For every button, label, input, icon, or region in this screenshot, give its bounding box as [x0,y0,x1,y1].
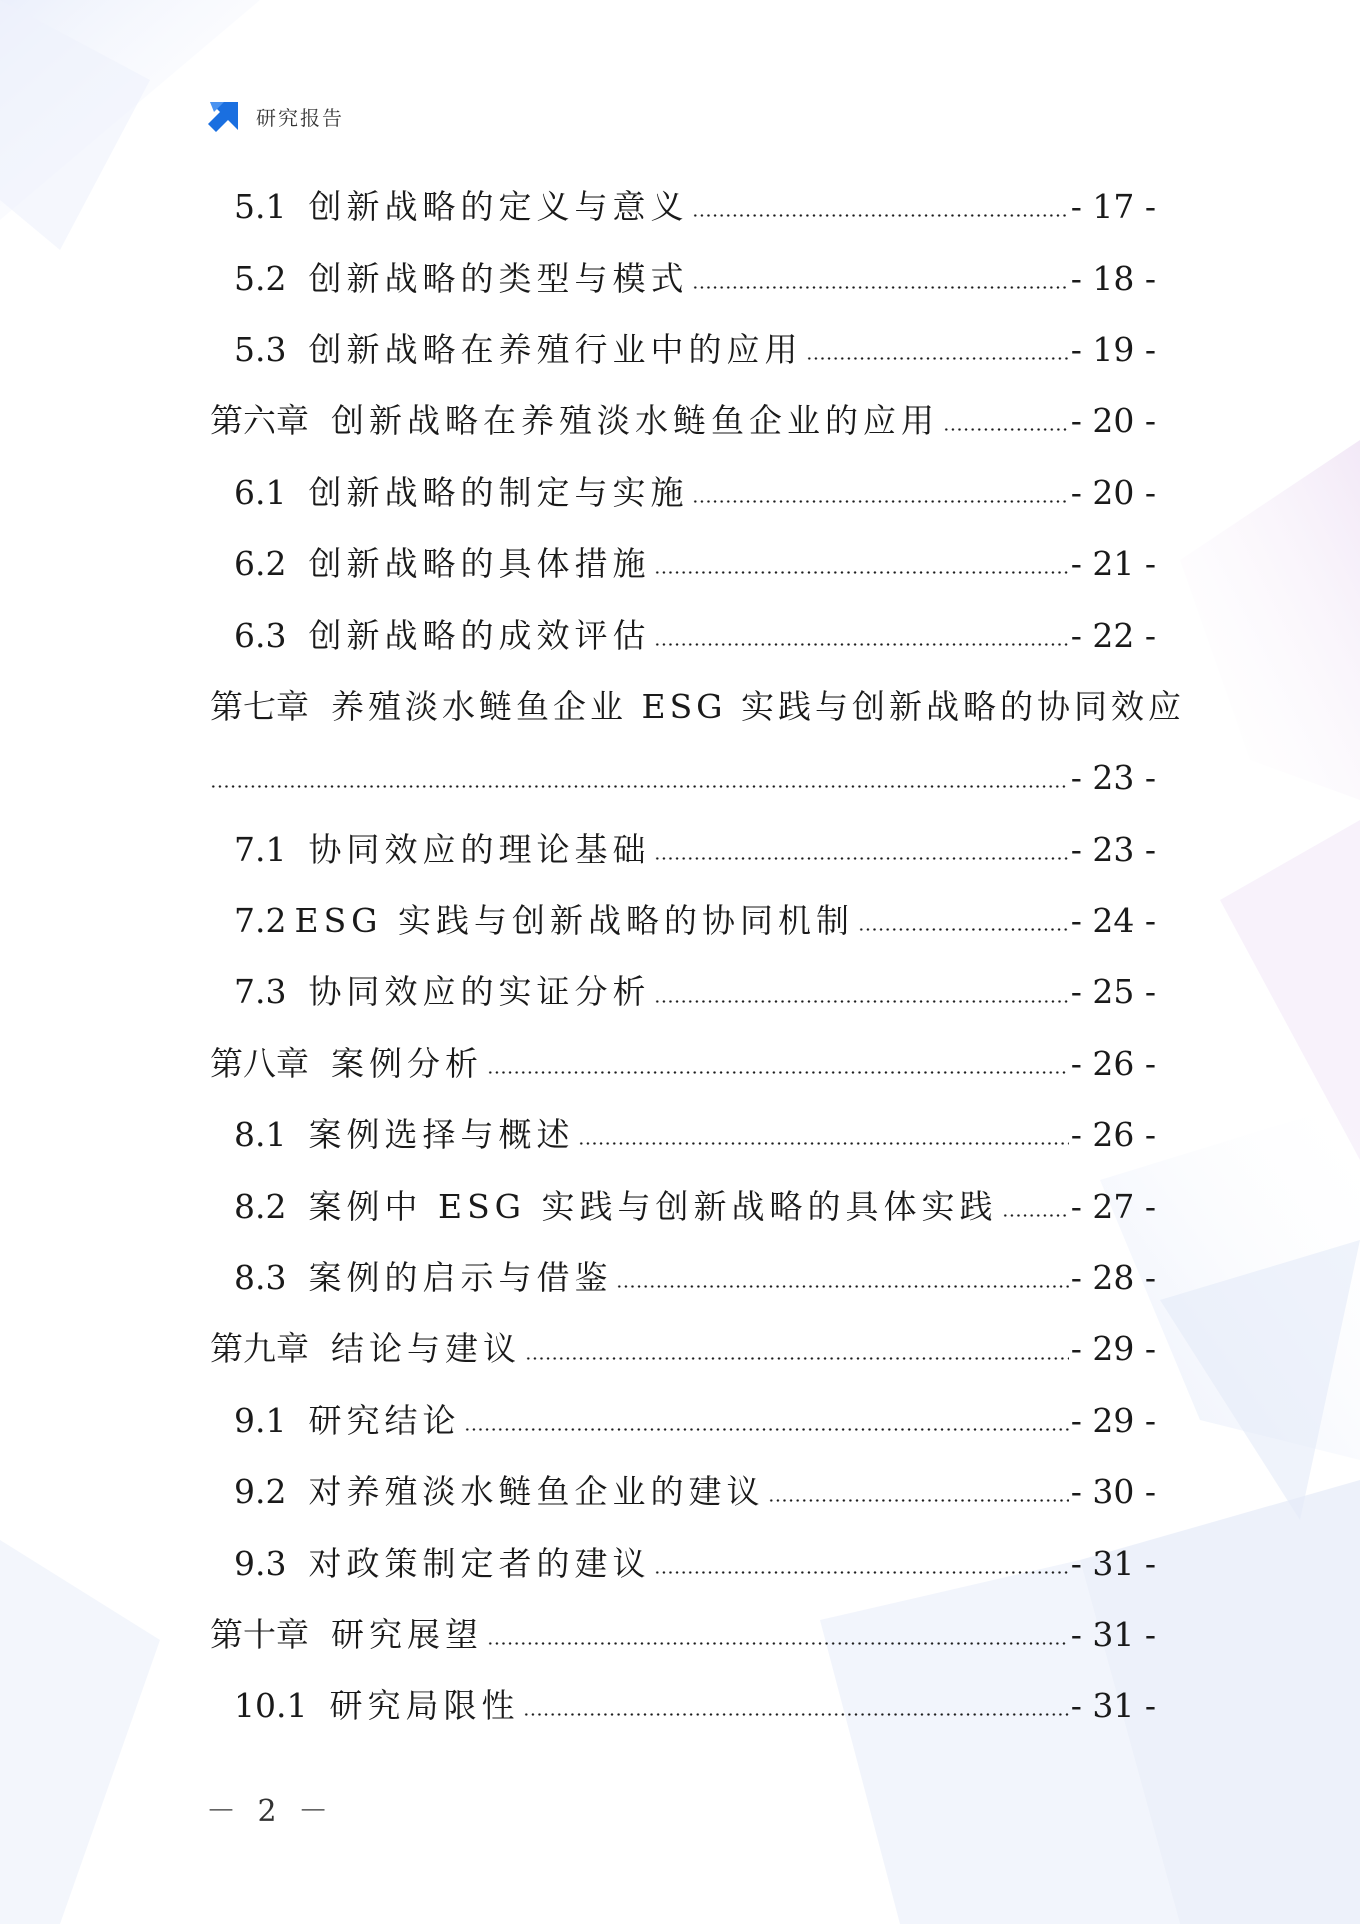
toc-entry-title: 创新战略的成效评估 [308,615,651,655]
toc-dot-leader [654,619,1068,652]
toc-entry-number: 8.3 [234,1258,287,1298]
toc-entry-title: 研究结论 [308,1400,461,1440]
toc-entry-title: 创新战略的制定与实施 [308,472,689,512]
toc-entry-number: 7.3 [234,972,287,1012]
toc-dot-leader [1002,1190,1069,1223]
toc-entry-title: 对养殖淡水鲢鱼企业的建议 [308,1472,765,1512]
toc-entry-number: 第七章 [210,686,309,726]
toc-entry-page: - 26 - [1070,1043,1156,1083]
toc-entry-page: - 29 - [1070,1329,1156,1369]
toc-entry-title: 案例的启示与借鉴 [308,1258,613,1298]
toc-entry-title: 协同效应的实证分析 [308,972,651,1012]
toc-entry-page: - 26 - [1070,1115,1156,1155]
toc-entry-page: - 20 - [1070,401,1156,441]
toc-entry-page: - 31 - [1070,1543,1156,1583]
toc-entry-number: 5.1 [234,187,287,227]
toc-entry-page: - 25 - [1070,972,1156,1012]
toc-entry-page: - 31 - [1070,1686,1156,1726]
toc-entry[interactable] [210,242,1156,313]
page-number: － 2 － [206,1794,335,1829]
toc-entry-page: - 27 - [1070,1186,1156,1226]
toc-entry-title: 结论与建议 [331,1329,521,1369]
toc-dot-leader [943,404,1069,437]
toc-entry-page: - 22 - [1070,615,1156,655]
toc-dot-leader [464,1404,1068,1437]
toc-entry-number: 第八章 [210,1043,309,1083]
toc-dot-leader [692,476,1068,509]
arrow-up-right-icon [206,98,242,134]
toc-entry-page: - 20 - [1070,472,1156,512]
toc-dot-leader [654,547,1068,580]
toc-entry[interactable] [210,814,1156,885]
toc-entry[interactable] [210,1670,1156,1741]
toc-entry[interactable] [210,1099,1156,1170]
toc-entry-title: 案例选择与概述 [308,1115,575,1155]
toc-entry[interactable] [210,1456,1156,1527]
toc-entry-number: 5.3 [234,329,287,369]
toc-entry-page: - 31 - [1070,1615,1156,1654]
toc-entry-page: - 23 - [1070,758,1156,798]
toc-dot-leader [692,262,1068,295]
toc-entry-number: 6.3 [234,615,287,655]
toc-entry[interactable] [210,528,1156,599]
toc-dot-leader [654,833,1068,866]
toc-entry[interactable] [210,1313,1156,1384]
toc-dot-leader [525,1332,1069,1365]
toc-dot-leader [858,904,1069,937]
toc-entry-page: - 30 - [1070,1472,1156,1512]
toc-entry-title: 协同效应的理论基础 [308,829,651,869]
toc-entry-number: 7.1 [234,829,287,869]
toc-entry-page: - 23 - [1070,829,1156,869]
toc-dot-leader [487,1618,1069,1651]
toc-entry-number: 9.2 [234,1472,287,1512]
toc-entry-page: - 18 - [1070,258,1156,298]
toc-entry-continuation[interactable] [210,742,1156,813]
toc-entry[interactable] [210,314,1156,385]
toc-entry-title: 创新战略在养殖淡水鲢鱼企业的应用 [331,401,939,441]
toc-entry-title: 对政策制定者的建议 [308,1543,651,1583]
toc-entry-page: - 21 - [1070,544,1156,584]
toc-entry-page: - 29 - [1070,1400,1156,1440]
toc-entry-page: - 17 - [1070,187,1156,227]
report-header [206,98,344,134]
toc-entry-number: 6.2 [234,544,287,584]
toc-dot-leader [210,761,1069,794]
toc-entry-number: 5.2 [234,258,287,298]
toc-entry-number: 9.1 [234,1400,287,1440]
toc-entry-number: 8.1 [234,1115,287,1155]
toc-entry-title: 创新战略在养殖行业中的应用 [308,329,803,369]
toc-entry[interactable] [210,956,1156,1027]
toc-entry[interactable] [210,1527,1156,1598]
toc-entry-title: 创新战略的定义与意义 [308,187,689,227]
toc-entry-title: ESG 实践与创新战略的协同机制 [294,901,855,941]
toc-entry-page: - 24 - [1070,901,1156,941]
toc-entry[interactable] [210,385,1156,456]
toc-entry[interactable] [210,1599,1156,1670]
toc-entry-number: 6.1 [234,472,287,512]
toc-dot-leader [578,1118,1068,1151]
toc-entry-number: 第九章 [210,1329,309,1369]
toc-entry[interactable] [210,599,1156,670]
toc-entry[interactable] [210,1385,1156,1456]
toc-entry-title: 研究局限性 [329,1686,520,1726]
toc-dot-leader [692,190,1068,223]
toc-entry[interactable] [210,1170,1156,1241]
toc-dot-leader [523,1689,1068,1722]
toc-dot-leader [654,975,1068,1008]
toc-entry-page: - 28 - [1070,1258,1156,1298]
toc-dot-leader [616,1261,1068,1294]
toc-entry-title: 创新战略的具体措施 [308,544,651,584]
toc-entry-title: 养殖淡水鲢鱼企业 ESG 实践与创新战略的协同效应 [331,686,1186,726]
header-title: 研究报告 [256,105,344,130]
toc-entry-number: 7.2 [234,901,287,941]
toc-entry-title: 研究展望 [331,1615,483,1654]
toc-dot-leader [768,1475,1068,1508]
toc-entry-number: 10.1 [234,1686,308,1726]
toc-dot-leader [654,1547,1068,1580]
toc-entry-number: 第十章 [210,1615,309,1654]
toc-dot-leader [806,333,1068,366]
toc-dot-leader [487,1047,1069,1080]
toc-entry-number: 8.2 [234,1186,287,1226]
toc-entry[interactable] [210,671,1186,742]
toc-entry[interactable] [210,1028,1156,1099]
toc-entry-number: 9.3 [234,1543,287,1583]
toc-entry-title: 案例中 ESG 实践与创新战略的具体实践 [308,1186,998,1226]
toc-entry[interactable] [210,457,1156,528]
toc-entry[interactable] [210,171,1156,242]
toc-entry-number: 第六章 [210,401,309,441]
table-of-contents [210,171,1186,1742]
toc-entry-title: 创新战略的类型与模式 [308,258,689,298]
toc-entry-title: 案例分析 [331,1043,483,1083]
toc-entry[interactable] [210,885,1156,956]
toc-entry[interactable] [210,1242,1156,1313]
toc-entry-page: - 19 - [1070,329,1156,369]
